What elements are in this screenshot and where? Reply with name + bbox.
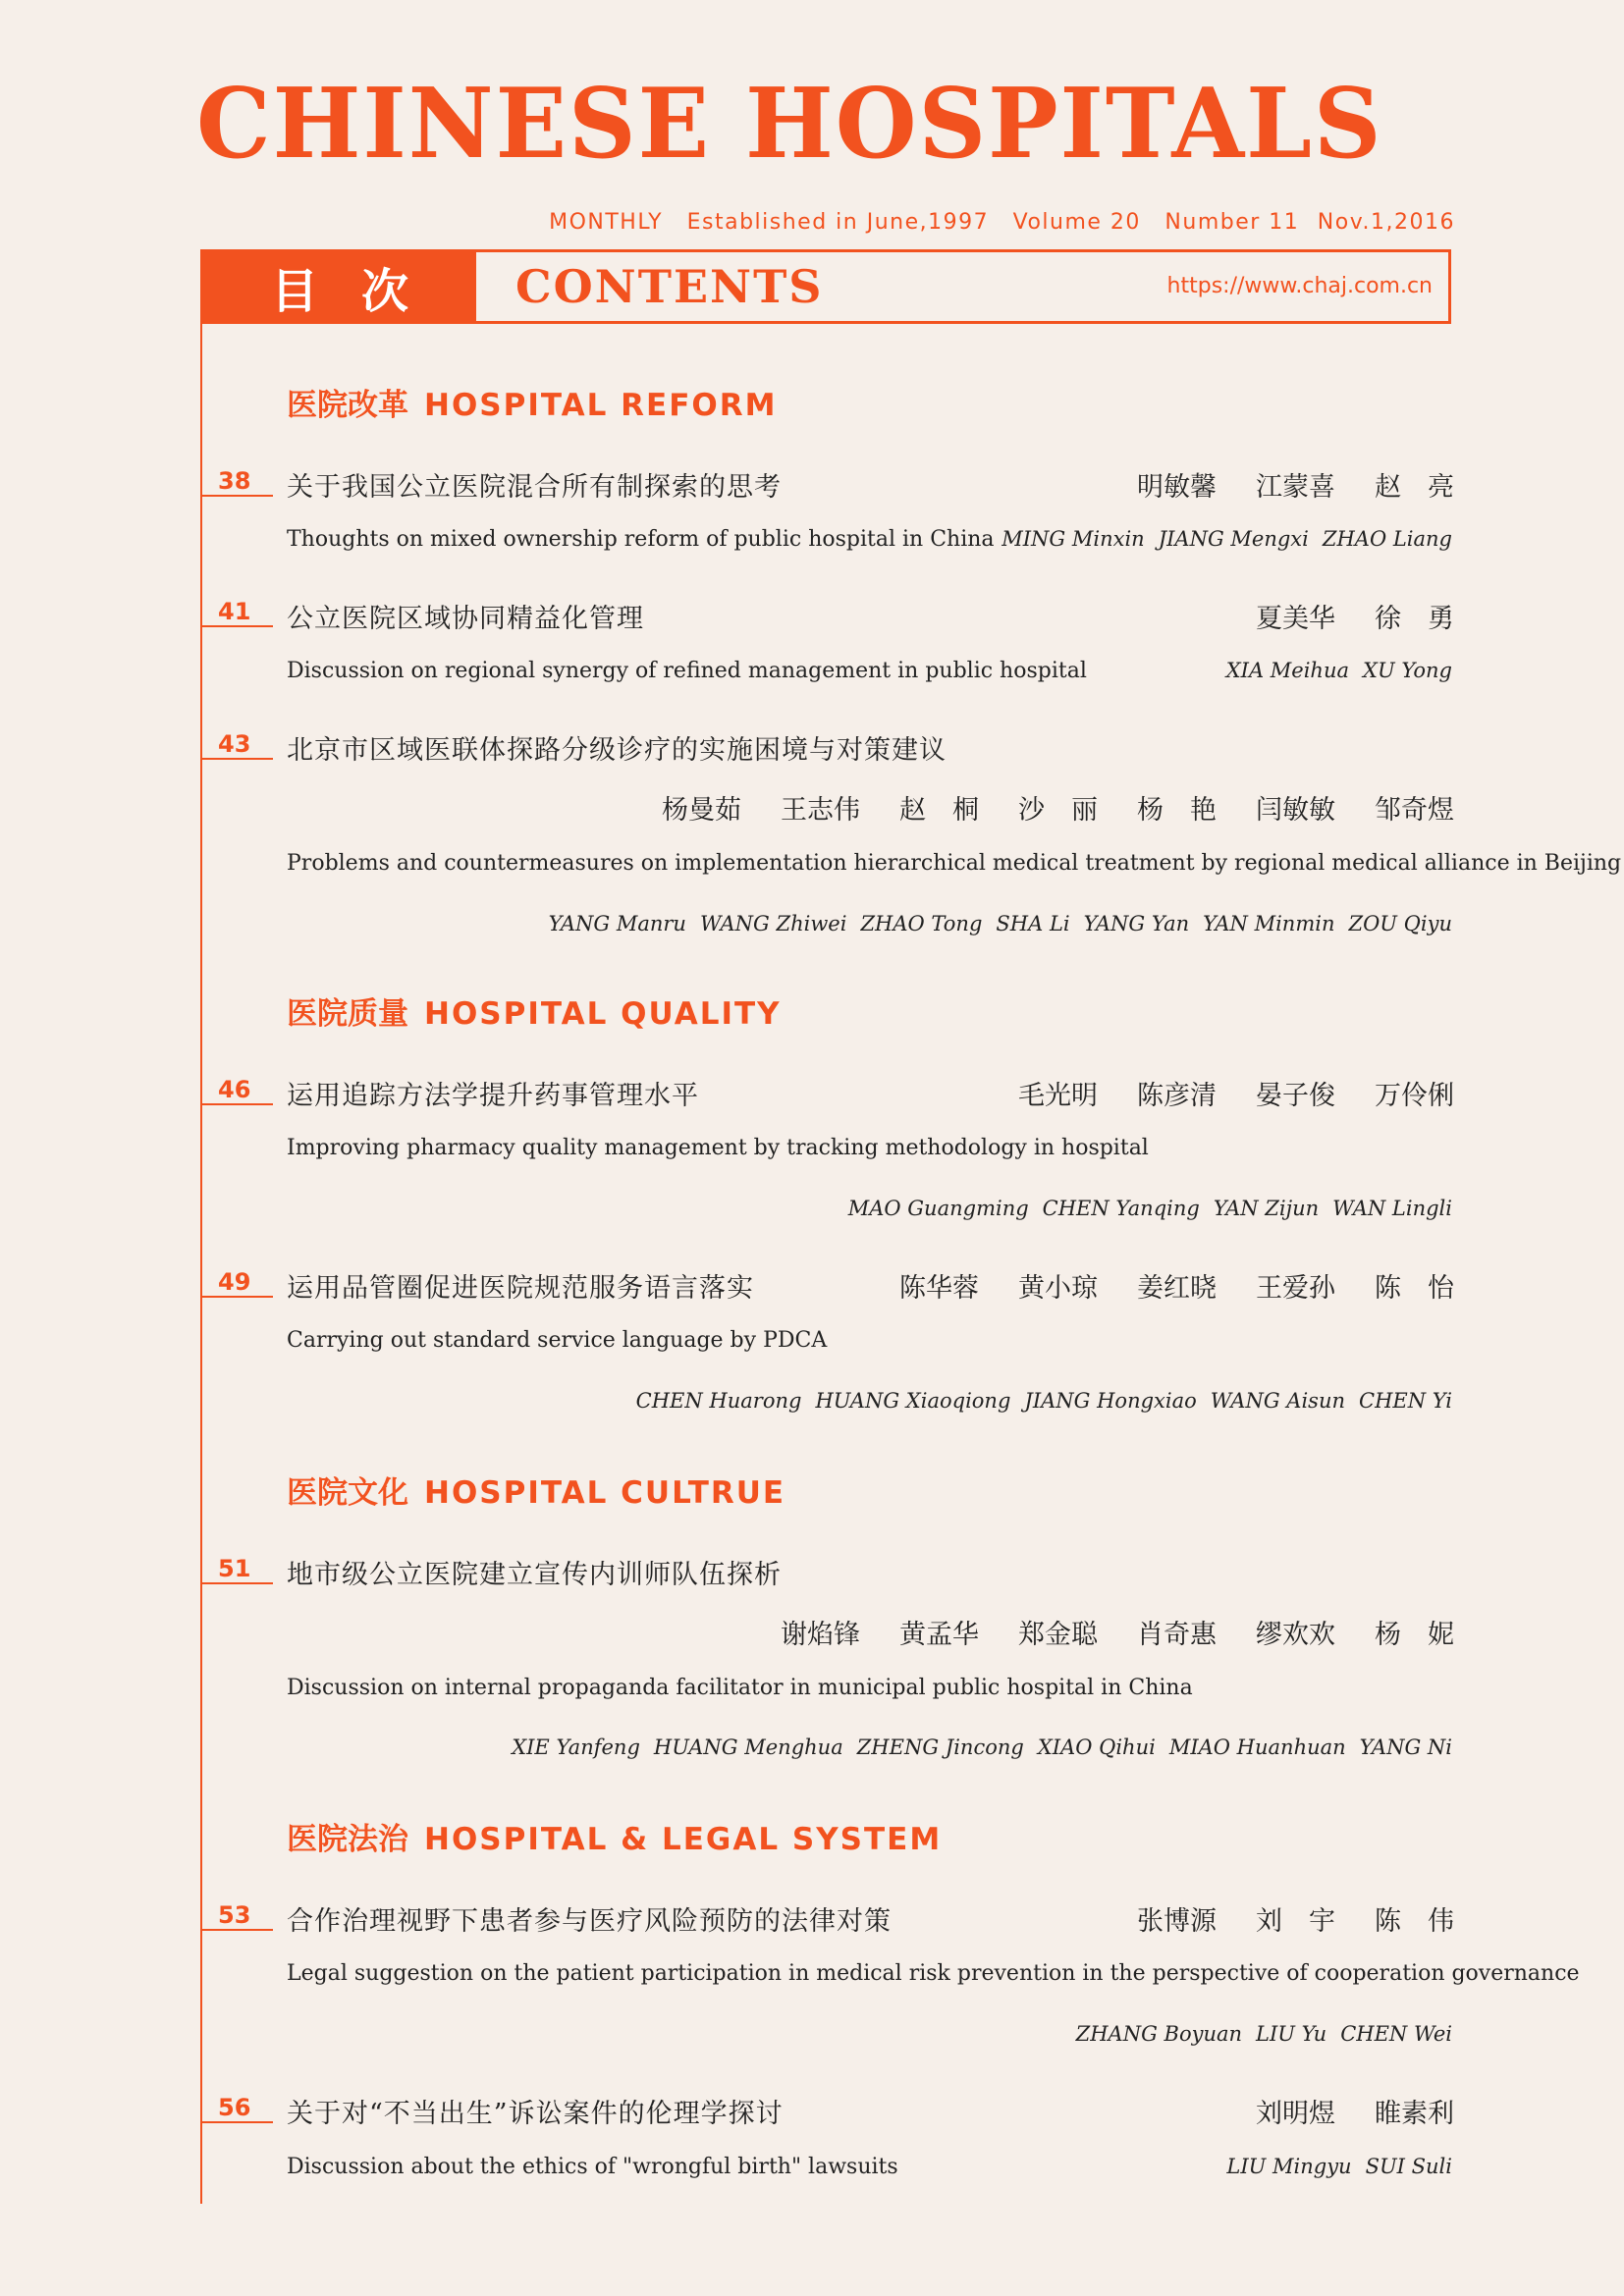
article-authors-en [848,1197,1452,1220]
article-authors-cn [899,1266,1454,1305]
author-name: CHEN Wei [1340,2022,1452,2046]
author-name: WANG Aisun [1210,1389,1346,1413]
article-authors-en [512,1735,1452,1759]
section-title: 医院改革 HOSPITAL REFORM [287,388,778,423]
page-number: 43 [218,730,251,758]
author-name: WANG Zhiwei [699,912,847,935]
author-name: HUANG Xiaoqiong [815,1389,1011,1413]
author-name: MAO Guangming [847,1197,1029,1220]
author-name: XIA Meihua [1225,659,1350,682]
author-name: 王志伟 [781,795,860,826]
journal-title: CHINESE HOSPITALS [196,68,1383,181]
author-name: CHEN Huarong [635,1389,802,1413]
publication-info [533,210,1455,235]
author-name: 沙 丽 [1018,795,1098,826]
page-tick [200,625,273,627]
page-number: 56 [218,2094,251,2121]
author-name: 陈彦清 [1137,1081,1217,1111]
article-title-en[interactable]: Legal suggestion on the patient participation in medical risk prevention in the perspective of cooperation governance [287,1961,1580,1986]
page-tick [200,1582,273,1584]
article-title-en[interactable]: Discussion about the ethics of "wrongful birth" lawsuits [287,2155,898,2179]
author-name: 肖奇惠 [1137,1620,1217,1650]
article-authors-en [1226,659,1452,682]
author-name: MING Minxin [1001,527,1145,551]
page-number: 53 [218,1901,251,1929]
contents-en-label: CONTENTS [515,260,824,313]
article-authors-en [549,912,1452,935]
author-name: 杨 妮 [1375,1620,1454,1650]
author-name: 杨 艳 [1137,795,1217,826]
article-title-cn[interactable]: 关于我国公立医院混合所有制探索的思考 [287,472,782,503]
author-name: 郑金聪 [1018,1620,1098,1650]
section-title: 医院文化 HOSPITAL CULTRUE [287,1475,786,1511]
article-authors-cn [662,788,1454,827]
author-name: 刘明煜 [1256,2099,1335,2129]
frequency: MONTHLY [549,210,664,235]
author-name: 睢素利 [1375,2099,1454,2129]
author-name: 姜红晓 [1137,1273,1217,1304]
author-name: ZHAO Tong [860,912,983,935]
author-name: 张博源 [1137,1906,1217,1937]
article-title-en[interactable]: Discussion on regional synergy of refined management in public hospital [287,659,1087,683]
article-authors-cn [1137,1899,1454,1938]
page-tick [200,2121,273,2123]
author-name: ZHENG Jincong [856,1735,1024,1759]
author-name: 陈 伟 [1375,1906,1454,1937]
journal-url-link[interactable]: https://www.chaj.com.cn [1166,274,1433,298]
issue-number: Number 11 [1164,210,1300,235]
article-title-cn[interactable]: 关于对“不当出生”诉讼案件的伦理学探讨 [287,2099,784,2129]
issue-date: Nov.1,2016 [1317,210,1455,235]
article-title-cn[interactable]: 运用品管圈促进医院规范服务语言落实 [287,1273,754,1304]
section-title: 医院质量 HOSPITAL QUALITY [287,996,782,1032]
author-name: SUI Suli [1365,2155,1452,2178]
author-name: 黄小琼 [1018,1273,1098,1304]
article-title-cn[interactable]: 运用追踪方法学提升药事管理水平 [287,1081,699,1111]
author-name: CHEN Yi [1359,1389,1452,1413]
page-tick [200,1103,273,1105]
article-title-en[interactable]: Carrying out standard service language by PDCA [287,1328,828,1353]
page-tick [200,758,273,760]
page-number: 38 [218,467,251,495]
article-authors-cn [1256,2092,1454,2130]
contents-cn-label: 目次 [203,252,476,321]
author-name: 晏子俊 [1256,1081,1335,1111]
section-title: 医院法治 HOSPITAL & LEGAL SYSTEM [287,1822,943,1857]
page-number: 46 [218,1076,251,1103]
author-name: SHA Li [996,912,1070,935]
author-name: YANG Ni [1359,1735,1452,1759]
author-name: 赵 桐 [899,795,979,826]
author-name: JIANG Hongxiao [1024,1389,1197,1413]
author-name: 谢焰锋 [781,1620,860,1650]
established: Established in June,1997 [686,210,990,235]
article-authors-en [1226,2155,1452,2178]
left-rule [200,324,202,2204]
author-name: 明敏馨 [1137,472,1217,503]
article-authors-en [636,1389,1452,1413]
author-name: 赵 亮 [1375,472,1454,503]
page-number: 49 [218,1268,251,1296]
article-authors-cn [1256,597,1454,635]
article-title-en[interactable]: Discussion on internal propaganda facilitator in municipal public hospital in China [287,1676,1193,1700]
author-name: 邹奇煜 [1375,795,1454,826]
author-name: HUANG Menghua [653,1735,843,1759]
author-name: 陈华蓉 [899,1273,979,1304]
article-title-en[interactable]: Problems and countermeasures on implementation hierarchical medical treatment by regional medical alliance in Beijing [287,851,1622,876]
article-authors-en [1001,527,1452,551]
page-tick [200,1929,273,1931]
page-number: 51 [218,1555,251,1582]
page-tick [200,495,273,497]
article-authors-cn [781,1613,1454,1651]
author-name: CHEN Yanqing [1042,1197,1200,1220]
author-name: 徐 勇 [1375,604,1454,634]
author-name: 杨曼茹 [662,795,741,826]
author-name: ZHAO Liang [1322,527,1452,551]
article-authors-en [1076,2022,1452,2046]
article-title-en[interactable]: Improving pharmacy quality management by tracking methodology in hospital [287,1136,1149,1160]
author-name: XIE Yanfeng [512,1735,640,1759]
author-name: YANG Manru [548,912,686,935]
author-name: XU Yong [1363,659,1452,682]
author-name: 毛光明 [1018,1081,1098,1111]
article-title-cn[interactable]: 合作治理视野下患者参与医疗风险预防的法律对策 [287,1906,892,1937]
article-title-en[interactable]: Thoughts on mixed ownership reform of public hospital in China [287,527,995,552]
author-name: LIU Mingyu [1226,2155,1352,2178]
volume: Volume 20 [1012,210,1141,235]
author-name: XIAO Qihui [1037,1735,1156,1759]
author-name: LIU Yu [1256,2022,1327,2046]
author-name: WAN Lingli [1332,1197,1452,1220]
author-name: ZHANG Boyuan [1075,2022,1243,2046]
author-name: 夏美华 [1256,604,1335,634]
author-name: 缪欢欢 [1256,1620,1335,1650]
author-name: 刘 宇 [1256,1906,1335,1937]
author-name: YANG Yan [1083,912,1190,935]
author-name: MIAO Huanhuan [1168,1735,1346,1759]
contents-header-bar [200,249,1451,324]
author-name: 闫敏敏 [1256,795,1335,826]
author-name: 万伶俐 [1375,1081,1454,1111]
author-name: 江蒙喜 [1256,472,1335,503]
article-authors-cn [1137,465,1454,504]
article-title-cn[interactable]: 公立医院区域协同精益化管理 [287,604,644,634]
author-name: 陈 怡 [1375,1273,1454,1304]
author-name: ZOU Qiyu [1348,912,1452,935]
article-title-cn[interactable]: 北京市区域医联体探路分级诊疗的实施困境与对策建议 [287,735,947,766]
author-name: 黄孟华 [899,1620,979,1650]
author-name: 王爱孙 [1256,1273,1335,1304]
article-title-cn[interactable]: 地市级公立医院建立宣传内训师队伍探析 [287,1560,782,1590]
author-name: JIANG Mengxi [1158,527,1309,551]
page-number: 41 [218,598,251,625]
author-name: YAN Minmin [1203,912,1335,935]
author-name: YAN Zijun [1213,1197,1320,1220]
article-authors-cn [1018,1074,1454,1112]
page-tick [200,1296,273,1298]
